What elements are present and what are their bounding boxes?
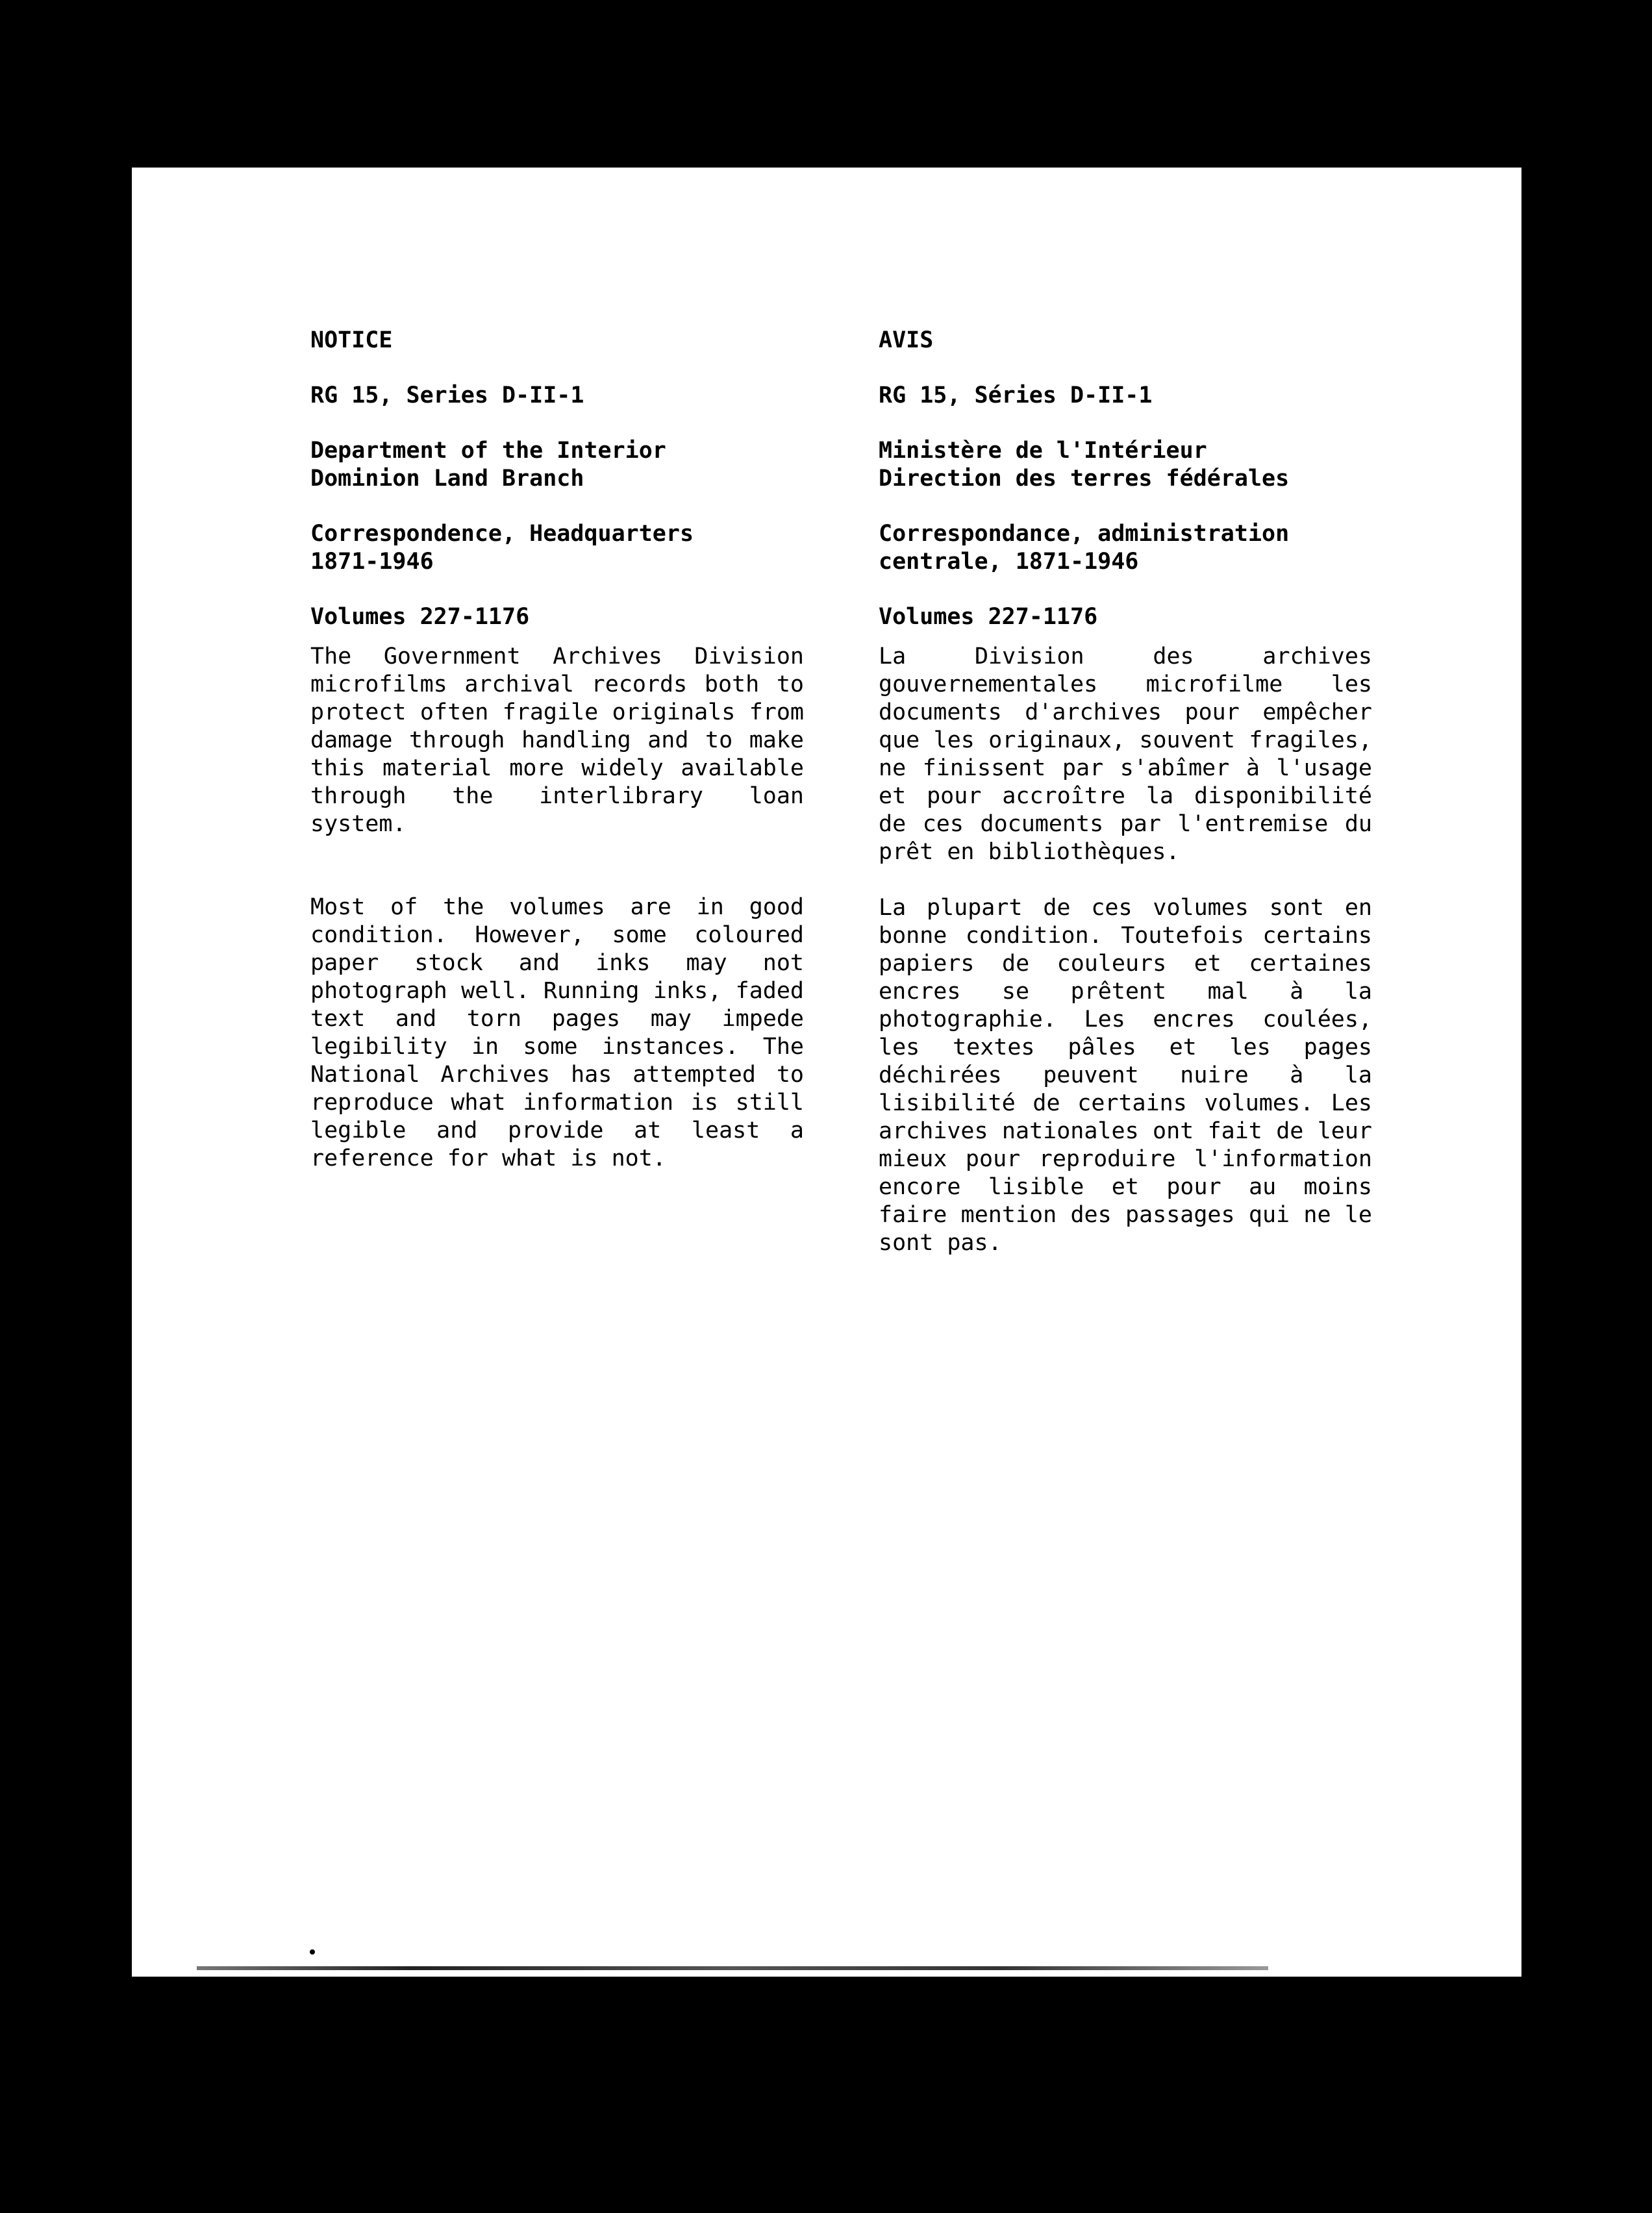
volumes-line-fr: Volumes 227-1176 — [879, 604, 1098, 630]
volumes-line: Volumes 227-1176 — [310, 604, 530, 630]
date-range-line: 1871-1946 — [310, 549, 434, 575]
stray-mark — [310, 1949, 315, 1955]
microfilm-paragraph-fr: La Division des archives gouvernementales microfilme les documents d'archives pour empêcher que les originaux, souvent fragiles, ne finissent par s'abîmer à l'usage et pour accroître la disponibilité de ces documents par l'entremise du prêt en bibliothèques. — [879, 644, 1372, 865]
record-group-fr: RG 15, Séries D-II-1 — [879, 382, 1153, 408]
microfilm-paragraph: The Government Archives Division microfilms archival records both to protect often fragile originals from damage through handling and to make this material more widely available through the interlibrary loan system. — [310, 644, 804, 837]
notice-heading: NOTICE — [310, 327, 393, 353]
condition-paragraph: Most of the volumes are in good condition. However, some coloured paper stock and inks may not photograph well. Running inks, faded text and torn pages may impede legibility in some instances. The National Archives has attempted to reproduce what information is still legible and provide at least a reference for what is not. — [310, 894, 804, 1171]
record-group: RG 15, Series D-II-1 — [310, 382, 584, 408]
correspondence-block — [310, 520, 804, 576]
department-line: Department of the Interior — [310, 438, 666, 464]
document-page — [132, 168, 1521, 1977]
avis-heading: AVIS — [879, 327, 934, 353]
branch-line-fr: Direction des terres fédérales — [879, 466, 1290, 492]
scan-edge-line — [197, 1966, 1268, 1970]
english-column — [310, 327, 804, 1173]
correspondence-line: Correspondence, Headquarters — [310, 521, 694, 547]
french-column — [879, 327, 1372, 1257]
department-block — [310, 437, 804, 493]
branch-line: Dominion Land Branch — [310, 466, 584, 492]
condition-paragraph-fr: La plupart de ces volumes sont en bonne condition. Toutefois certains papiers de couleurs et certaines encres se prêtent mal à la photographie. Les encres coulées, les textes pâles et les pages déchirées peuvent nuire à la lisibilité de certains volumes. Les archives nationales ont fait de leur mieux pour reproduire l'information encore lisible et pour au moins faire mention des passages qui ne le sont pas. — [879, 895, 1372, 1256]
date-range-line-fr: centrale, 1871-1946 — [879, 549, 1139, 575]
correspondence-block-fr — [879, 520, 1372, 576]
department-line-fr: Ministère de l'Intérieur — [879, 438, 1207, 464]
department-block-fr — [879, 437, 1372, 493]
correspondence-line-fr: Correspondance, administration — [879, 521, 1290, 547]
